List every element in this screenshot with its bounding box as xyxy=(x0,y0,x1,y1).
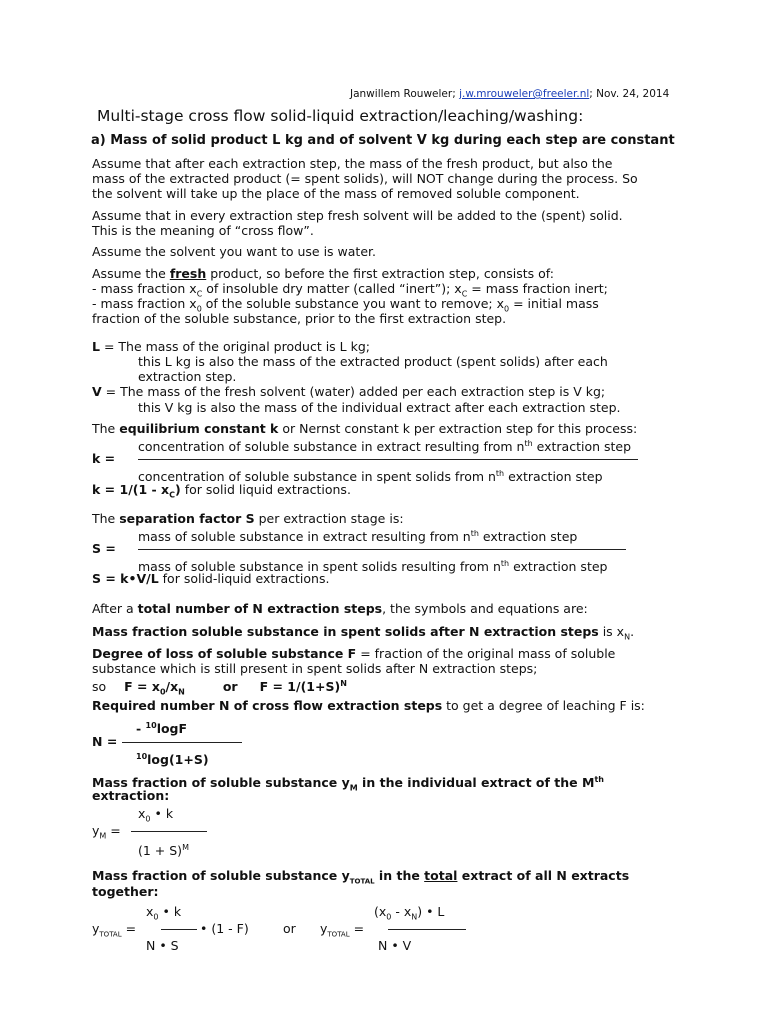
ytotal-f1-mid: • (1 - F) xyxy=(200,921,249,936)
def-L xyxy=(92,339,370,354)
text: = mass fraction inert; xyxy=(467,281,608,296)
sup: 10 xyxy=(136,752,148,761)
text: in the individual extract of the M xyxy=(357,775,595,791)
sub: M xyxy=(349,783,358,793)
ym-numerator xyxy=(138,806,173,827)
sup: th xyxy=(500,559,510,568)
sub: TOTAL xyxy=(99,930,122,939)
ytotal-f2-symbol xyxy=(320,921,364,943)
sup: th xyxy=(594,775,604,784)
sub: N xyxy=(411,912,418,922)
text: product, so before the first extraction step, consists of: xyxy=(206,266,554,281)
text: mass of soluble substance in extract resulting from n xyxy=(138,529,471,545)
formula-part: y xyxy=(92,921,100,936)
text: Mass fraction of soluble substance y xyxy=(92,775,350,791)
formula-part: (1 + S) xyxy=(138,843,183,859)
bold-term: total number of N extraction steps xyxy=(137,601,383,616)
text: extraction step xyxy=(509,559,608,575)
sub: C xyxy=(461,289,468,299)
def-V-sub: this V kg is also the mass of the individual extract after each extraction step. xyxy=(138,400,621,415)
sep-numerator xyxy=(138,526,577,544)
text: concentration of soluble substance in extract resulting from n xyxy=(138,439,525,455)
formula: ) xyxy=(175,482,181,497)
text: in the xyxy=(374,868,425,883)
degree-line-1 xyxy=(92,646,615,661)
ytotal-f2-numerator xyxy=(374,904,444,925)
text: for solid-liquid extractions. xyxy=(158,571,330,586)
ytotal-f1-numerator xyxy=(146,904,181,925)
text: or Nernst constant k per extraction step for this process: xyxy=(278,421,638,436)
paragraph-line: This is the meaning of “cross flow”. xyxy=(92,223,314,238)
text: Assume the xyxy=(92,266,170,281)
n-symbol: N = xyxy=(92,734,118,749)
text: = The mass of the original product is L kg; xyxy=(99,339,370,354)
sup: 10 xyxy=(145,721,157,730)
text: extraction step xyxy=(478,529,578,545)
ym-heading-2: extraction: xyxy=(92,788,170,803)
sub: 0 xyxy=(196,304,202,314)
text: Mass fraction of soluble substance y xyxy=(92,868,350,883)
equil-intro xyxy=(92,421,637,436)
sub: N xyxy=(178,687,185,697)
equil-numerator xyxy=(138,436,631,454)
text: for solid liquid extractions. xyxy=(180,482,351,497)
formula xyxy=(124,679,185,697)
s-formula xyxy=(92,571,329,586)
def-L-sub: this L kg is also the mass of the extracted product (spent solids) after each xyxy=(138,354,608,369)
sep-intro xyxy=(92,511,404,526)
symbol: L xyxy=(92,339,100,354)
formula-part: /x xyxy=(165,679,179,695)
fraction-bar xyxy=(131,831,207,832)
text: of insoluble dry matter (called “inert”); x xyxy=(202,281,462,296)
formula-part: ) • L xyxy=(417,904,445,919)
text: is x xyxy=(598,624,625,639)
section-a-heading: a) Mass of solid product L kg and of solvent V kg during each step are constant xyxy=(91,133,675,148)
ym-denominator xyxy=(138,840,189,858)
bold-term: Required number N of cross flow extraction steps xyxy=(92,698,443,713)
formula-part: (x xyxy=(374,904,387,919)
required-denominator xyxy=(136,749,209,767)
formula: S = k•V/L xyxy=(92,571,159,586)
sup: M xyxy=(182,843,189,852)
ytotal-f2-denominator: N • V xyxy=(378,938,412,953)
email-link[interactable]: j.w.mrouweler@freeler.nl xyxy=(459,88,590,100)
or-word: or xyxy=(283,921,296,936)
sub: 0 xyxy=(153,912,159,922)
formula-part: F = 1/(1+S) xyxy=(259,679,341,695)
s-symbol: S = xyxy=(92,541,116,556)
formula-part: log(1+S) xyxy=(147,752,209,768)
text: - mass fraction x xyxy=(92,281,197,296)
text: After a xyxy=(92,601,138,616)
sub: C xyxy=(169,490,175,500)
bold-term: separation factor S xyxy=(119,511,255,526)
paragraph-line: Assume the solvent you want to use is water. xyxy=(92,244,376,259)
or-word: or xyxy=(222,679,238,695)
formula-part: = xyxy=(121,921,137,936)
formula-part: - x xyxy=(391,904,412,919)
text: = The mass of the fresh solvent (water) added per each extraction step is V kg; xyxy=(101,384,606,399)
formula-part: • k xyxy=(158,904,182,919)
sub: 0 xyxy=(145,814,151,824)
text: per extraction stage is: xyxy=(254,511,404,526)
page-title: Multi-stage cross flow solid-liquid extraction/leaching/washing: xyxy=(97,107,584,125)
fraction-bar xyxy=(388,929,466,930)
text: The xyxy=(92,511,120,526)
sup: th xyxy=(495,469,505,478)
sub: C xyxy=(196,289,203,299)
required-numerator xyxy=(136,718,187,736)
sub: 0 xyxy=(504,304,510,314)
degree-formulas xyxy=(92,676,347,700)
formula-part: y xyxy=(92,823,100,838)
formula-part: y xyxy=(320,921,328,936)
def-V xyxy=(92,384,605,399)
symbol: V xyxy=(92,384,102,399)
sub: 0 xyxy=(159,687,166,697)
formula-part: • k xyxy=(150,806,174,821)
text: of the soluble substance you want to remove; x xyxy=(201,296,505,311)
text: , the symbols and equations are: xyxy=(382,601,588,616)
formula-part: - xyxy=(136,721,146,737)
text: concentration of soluble substance in spent solids from n xyxy=(138,469,496,485)
paragraph-line: mass of the extracted product (= spent solids), will NOT change during the process. So xyxy=(92,171,638,186)
formula-part: = xyxy=(349,921,365,936)
text: so xyxy=(92,679,107,695)
fresh-word: fresh xyxy=(169,266,207,281)
text: The xyxy=(92,421,120,436)
text: to get a degree of leaching F is: xyxy=(442,698,645,713)
def-L-sub: extraction step. xyxy=(138,369,237,384)
after-n-steps xyxy=(92,601,588,616)
sub: N xyxy=(624,632,631,642)
k-formula xyxy=(92,482,351,503)
fraction-bar xyxy=(122,742,242,743)
ym-symbol xyxy=(92,823,121,844)
ytotal-heading-2: together: xyxy=(92,884,159,899)
required-line xyxy=(92,698,645,713)
text: mass of soluble substance in spent solids resulting from n xyxy=(138,559,501,575)
sup: th xyxy=(524,439,533,448)
massfrac-line xyxy=(92,624,634,645)
sup: th xyxy=(470,529,479,538)
fraction-bar xyxy=(138,459,638,460)
date: ; Nov. 24, 2014 xyxy=(589,88,670,100)
paragraph-line: Assume that in every extraction step fresh solvent will be added to the (spent) solid. xyxy=(92,208,623,223)
formula xyxy=(260,679,347,694)
fresh-intro xyxy=(92,266,554,281)
fraction-bar xyxy=(138,549,626,550)
sub: TOTAL xyxy=(327,930,350,939)
text: = fraction of the original mass of soluble xyxy=(356,646,616,661)
sup: N xyxy=(340,679,347,688)
text: - mass fraction x xyxy=(92,296,197,311)
ytotal-f1-denominator: N • S xyxy=(146,938,179,953)
ytotal-heading xyxy=(92,868,629,890)
formula-part: logF xyxy=(156,721,188,737)
formula-part: x xyxy=(138,806,146,821)
bold-term: Mass fraction soluble substance in spent solids after N extraction steps xyxy=(92,624,599,639)
fraction-bar xyxy=(161,929,197,930)
author: Janwillem Rouweler; xyxy=(350,88,456,100)
sub: M xyxy=(99,831,107,841)
text: extraction step xyxy=(532,439,632,455)
ytotal-f1-symbol xyxy=(92,921,136,943)
formula-part: x xyxy=(146,904,154,919)
formula-part: = xyxy=(106,823,121,838)
text: = initial mass xyxy=(509,296,599,311)
k-symbol: k = xyxy=(92,451,116,466)
fresh-line-3: fraction of the soluble substance, prior to the first extraction step. xyxy=(92,311,507,326)
text: extraction step xyxy=(504,469,603,485)
sub: TOTAL xyxy=(349,877,375,886)
text: extract of all N extracts xyxy=(457,868,630,883)
text: . xyxy=(630,624,635,639)
formula: k = 1/(1 - x xyxy=(92,482,170,497)
formula-part: F = x xyxy=(124,679,160,695)
paragraph-line: Assume that after each extraction step, the mass of the fresh product, but also the xyxy=(92,156,613,171)
underlined-word: total xyxy=(424,868,458,883)
bold-term: Degree of loss of soluble substance F xyxy=(92,646,357,661)
header-line xyxy=(350,87,669,102)
degree-line-2: substance which is still present in spent solids after N extraction steps; xyxy=(92,661,538,676)
sub: 0 xyxy=(386,912,392,922)
paragraph-line: the solvent will take up the place of the mass of removed soluble component. xyxy=(92,186,580,201)
bold-term: equilibrium constant k xyxy=(119,421,279,436)
